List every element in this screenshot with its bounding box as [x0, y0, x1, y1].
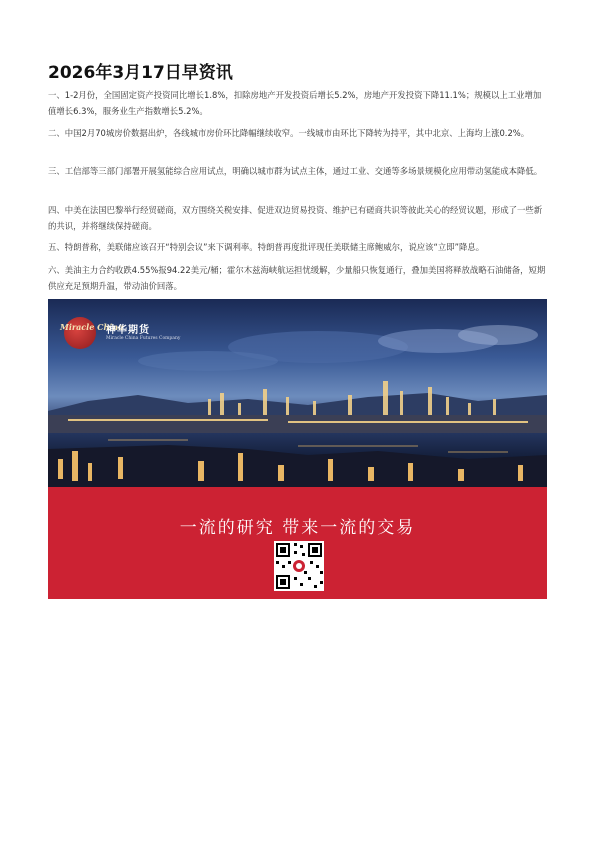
news-item-2: 二、中国2月70城房价数据出炉，各线城市房价环比降幅继续收窄。一线城市由环比下降转为持平，其中北京、上海均上涨0.2%。: [48, 128, 530, 138]
page-title: 2026年3月17日早资讯: [48, 63, 233, 83]
news-item-6: 六、美油主力合约收跌4.55%报94.22美元/桶；霍尔木兹海峡航运担忧缓解，少量船只恢复通行，叠加美国将释放战略石油储备，短期供应充足预期升温，带动油价回落。: [48, 265, 546, 291]
qr-code-pattern: [274, 541, 324, 591]
news-item-4: 四、中美在法国巴黎举行经贸磋商，双方围绕关税安排、促进双边贸易投资、维护已有磋商共识等彼此关心的经贸议题，形成了一些新的共识，并将继续保持磋商。: [48, 205, 543, 231]
news-item-1: 一、1-2月份，全国固定资产投资同比增长1.8%，扣除房地产开发投资后增长5.2%，房地产开发投资下降11.1%；规模以上工业增加值增长6.3%，服务业生产指数增长5.2%。: [48, 90, 542, 116]
logo-subtitle: Miracle China Futures Company: [106, 336, 181, 341]
qr-code: [274, 541, 324, 591]
logo-english-text: Miracle China: [60, 322, 124, 332]
slogan-text: 一流的研究 带来一流的交易: [179, 518, 416, 538]
logo-chinese-name: 神华期货: [106, 325, 150, 336]
news-item-3: 三、工信部等三部门部署开展氢能综合应用试点，明确以城市群为试点主体，通过工业、交通等多场景规模化应用带动氢能成本降低。: [48, 166, 543, 176]
company-banner-image: [48, 299, 547, 599]
news-item-5: 五、特朗普称，美联储应该召开“特别会议”来下调利率。特朗普再度批评现任美联储主席鲍威尔，说应该“立即”降息。: [48, 242, 485, 252]
